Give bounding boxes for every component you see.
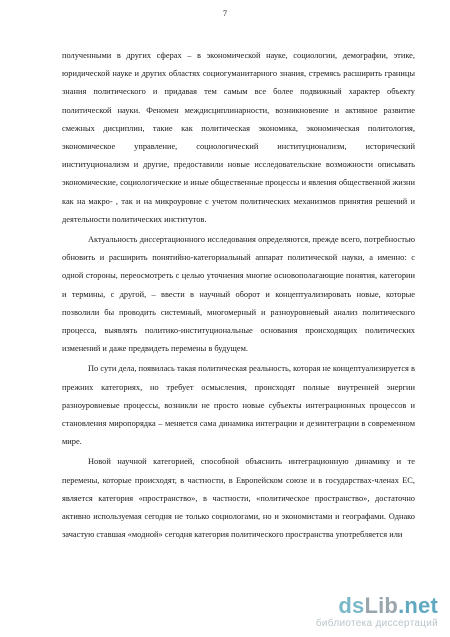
watermark-logo — [316, 594, 438, 629]
page-number: 7 — [222, 8, 228, 18]
watermark-logo-net: .net — [398, 593, 438, 618]
watermark-logo-lib: Lib — [364, 593, 399, 618]
paragraph-3: По сути дела, появилась такая политическая реальность, которая не концептуализируется в прежних категориях, но требует осмысления, происходят полные внутренней энергии разноуровневые процессы, возникли не просто новые субъекты интеграционных процессов и становления миропорядка – меняется сама динамика интеграции и дезинтеграции в современном мире. — [62, 364, 415, 447]
document-body — [62, 47, 415, 544]
paragraph-2: Актуальность диссертационного исследования определяются, прежде всего, потребностью обновить и расширить понятийно-категориальный аппарат политической науки, а именно: с одной стороны, переосмотреть с целью уточнения многие основополагающие понятия, категории и термины, с другой, – ввести в научный оборот и концептуализировать новые, которые позволили бы проводить системный, многомерный и разноуровневый анализ политического процесса, выявлять политико-институциональные основания происходящих политических изменений и даже предвидеть перемены в будущем. — [62, 235, 415, 354]
paragraph-1: полученными в других сферах – в экономической науке, социологии, демографии, этике, юридической науке и других областях социогуманитарного знания, стремясь расширить границы знания политического и придавая тем самым все более подвижный характер объекту политической науки. Феномен междисциплинарности, возникновение и активное развитие смежных дисциплин, такие как политическая экономика, экономическая политология, экономическое управление, социологический институционализм, исторический институционализм и другие, предоставили новые исследовательские возможности описывать экономические, социологические и иные общественные процессы и явления общественной жизни как на макро- , так и на микроуровне с учетом политических механизмов принятия решений и деятельности политических институтов. — [62, 51, 415, 224]
watermark-caption: библиотека диссертаций — [315, 618, 438, 629]
paragraph-4: Новой научной категорией, способной объяснить интеграционную динамику и те перемены, которые происходят, в частности, в Европейском союзе и в государствах-членах ЕС, является категория «пространство», в частности, «политическое пространство», достаточно активно используемая сегодня не только социологами, но и экономистами и географами. Однако зачастую ставшая «модной» сегодня категория политического пространства употребляется или — [62, 457, 415, 540]
watermark-logo-text — [316, 594, 438, 618]
watermark-logo-ds: ds — [338, 593, 365, 618]
